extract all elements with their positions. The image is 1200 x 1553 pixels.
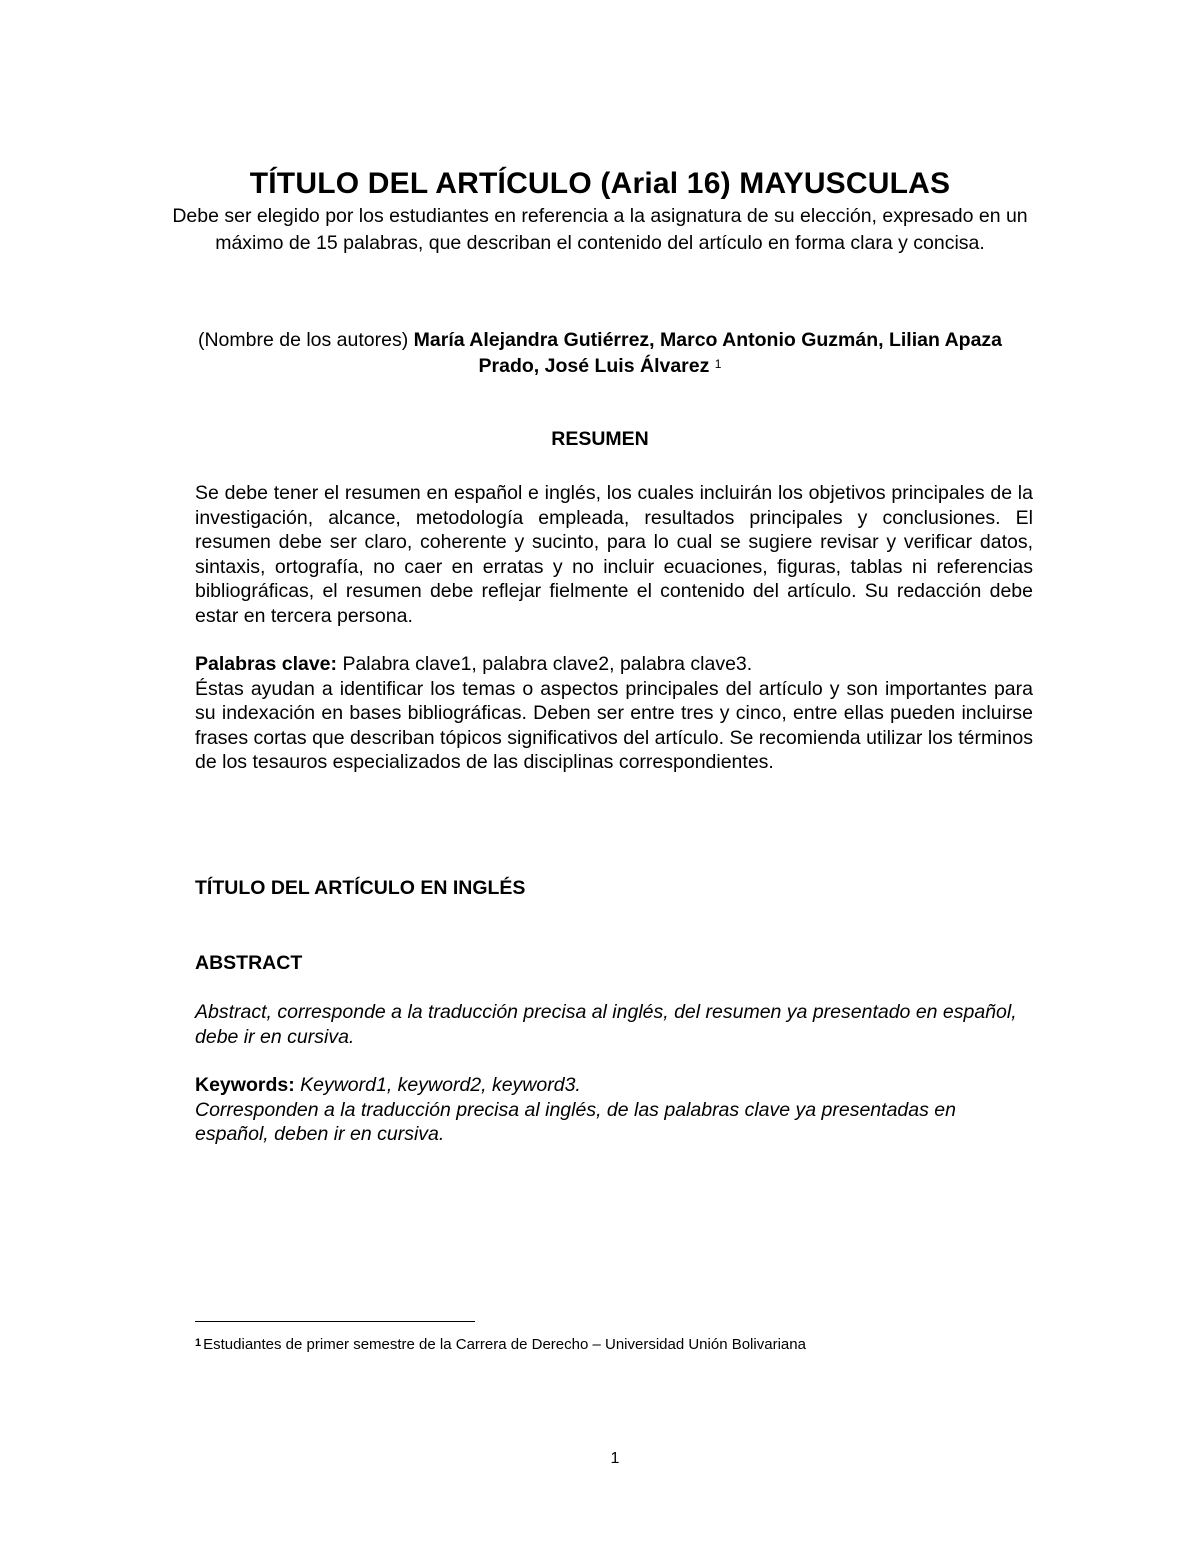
authors-footnote-marker: 1 (714, 357, 722, 371)
authors-names: María Alejandra Gutiérrez, Marco Antonio Guzmán, Lilian Apaza Prado, José Luis Álvarez (413, 329, 1003, 377)
authors-line (170, 327, 1030, 379)
abstract-heading: ABSTRACT (195, 952, 303, 974)
page-number: 1 (610, 1450, 620, 1467)
article-title: TÍTULO DEL ARTÍCULO (Arial 16) MAYUSCULAS (249, 167, 951, 200)
palabras-clave-label: Palabras clave: (195, 653, 338, 675)
palabras-clave-note: Éstas ayudan a identificar los temas o aspectos principales del artículo y son importantes para su indexación en bases bibliográficas. Deben ser entre tres y cinco, entre ellas pueden incluirse frases cortas que describan tópicos significativos del artículo. Se recomienda utilizar los términos de los tesauros especializados de las disciplinas correspondientes. (195, 677, 1033, 774)
abstract-body: Abstract, corresponde a la traducción precisa al inglés, del resumen ya presentado en español, debe ir en cursiva. (195, 1001, 1017, 1048)
keywords-note: Corresponden a la traducción precisa al inglés, de las palabras clave ya presentadas en español, deben ir en cursiva. (195, 1098, 956, 1146)
authors-prefix: (Nombre de los autores) (197, 329, 409, 351)
palabras-clave-line (195, 652, 1033, 677)
keywords-line (195, 1073, 1033, 1098)
keywords-label: Keywords: (195, 1074, 295, 1096)
resumen-body: Se debe tener el resumen en español e inglés, los cuales incluirán los objetivos principales de la investigación, alcance, metodología empleada, resultados principales y conclusiones. El resumen debe ser claro, coherente y sucinto, para lo cual se sugiere revisar y verificar datos, sintaxis, ortografía, no caer en erratas y no incluir ecuaciones, figuras, tablas ni referencias bibliográficas, el resumen debe reflejar fielmente el contenido del artículo. Su redacción debe estar en tercera persona. (195, 482, 1033, 627)
palabras-clave-values: Palabra clave1, palabra clave2, palabra clave3. (342, 653, 753, 675)
english-title-heading: TÍTULO DEL ARTÍCULO EN INGLÉS (195, 877, 526, 899)
footnote-separator (195, 1321, 475, 1322)
resumen-heading: RESUMEN (551, 428, 649, 450)
keywords-values: Keyword1, keyword2, keyword3. (300, 1074, 581, 1096)
footnote-text: Estudiantes de primer semestre de la Carrera de Derecho – Universidad Unión Bolivariana (203, 1336, 806, 1353)
palabras-clave-block (195, 652, 1033, 775)
footnote (195, 1334, 1033, 1356)
footnote-marker: 1 (195, 1337, 202, 1349)
keywords-block (195, 1073, 1033, 1147)
title-instructions: Debe ser elegido por los estudiantes en referencia a la asignatura de su elección, expresado en un máximo de 15 palabras, que describan el contenido del artículo en forma clara y concisa. (172, 205, 1028, 254)
